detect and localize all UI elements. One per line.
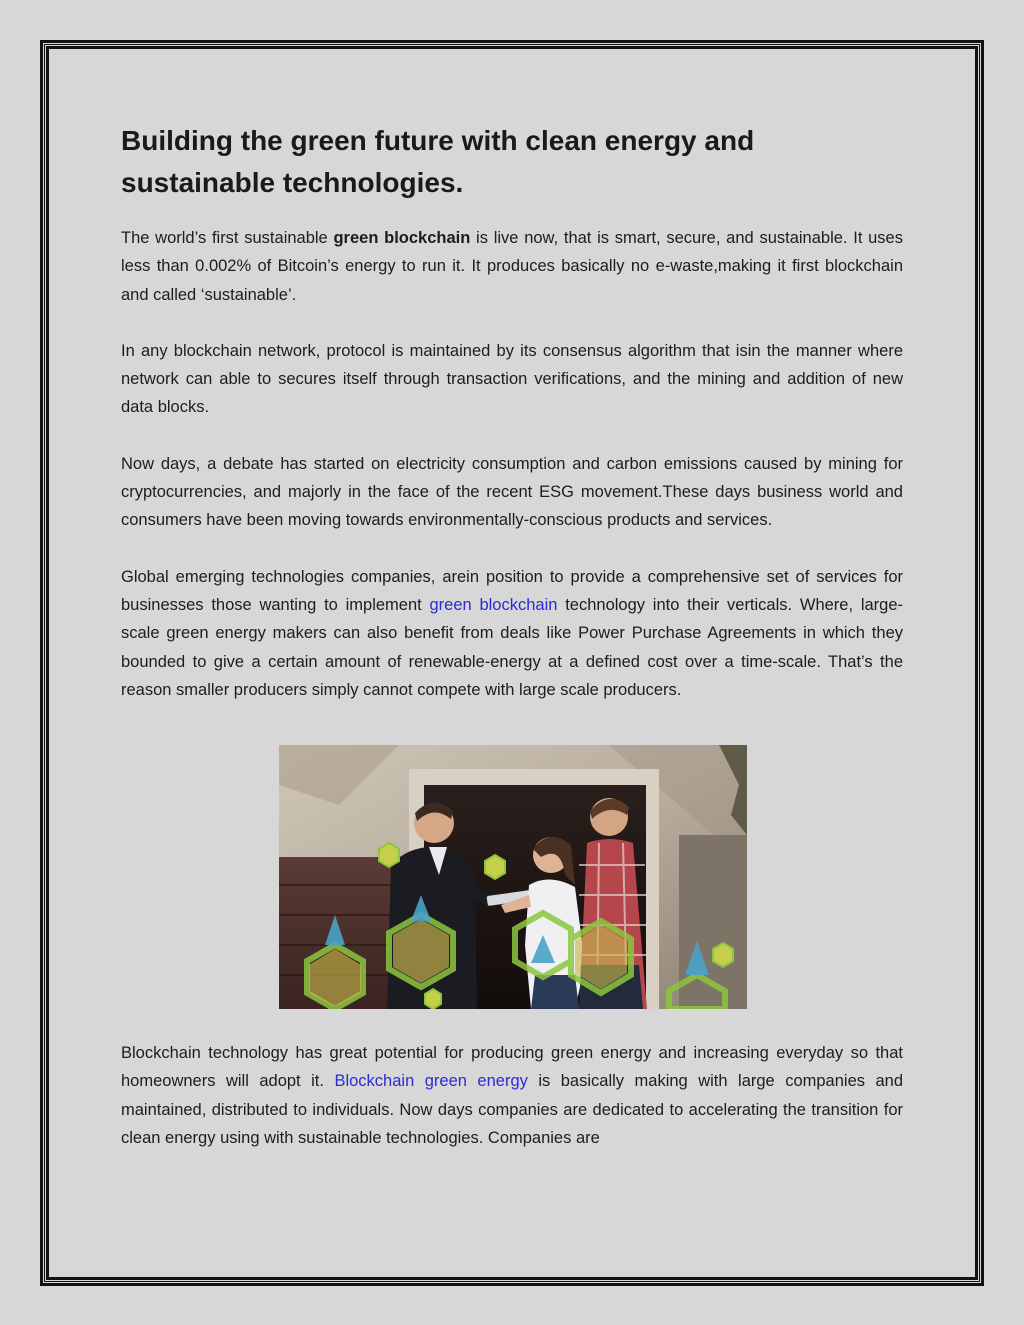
paragraph-debate: Now days, a debate has started on electricity consumption and carbon emissions caused by mining for cryptocurrencies, and majorly in the face of the recent ESG movement.These days business world and consumers have been moving towards environmentally-conscious products and services. xyxy=(121,454,903,530)
paragraph-global: Global emerging technologies companies, arein position to provide a comprehensive set of services for businesses those wanting to implement green blockchain technology into their verticals. Where, large-scale green energy makers can also benefit from deals like Power Purchase Agreements in which they bounded to give a certain amount of renewable-energy at a defined cost over a time-scale. That’s the reason smaller producers simply cannot compete with large scale producers. xyxy=(121,567,904,699)
bold-term: green blockchain xyxy=(333,229,471,247)
blockchain-green-energy-link[interactable]: Blockchain green energy xyxy=(334,1072,528,1091)
paragraph-intro: The world’s first sustainable green blockchain is live now, that is smart, secure, and sustainable. It uses less than 0.002% of Bitcoin’s energy to run it. It produces basically no e-waste,making it first blockchain and called ‘sustainable’. xyxy=(121,229,903,304)
document-title: Building the green future with clean energy and sustainable technologies. xyxy=(121,125,755,198)
paragraph-consensus: In any blockchain network, protocol is maintained by its consensus algorithm that isin the manner where network can able to secures itself through transaction verifications, and the mining and addition of new data blocks. xyxy=(121,341,903,417)
photo-people-handshake xyxy=(279,745,747,1009)
green-blockchain-link[interactable]: green blockchain xyxy=(429,595,558,614)
document-body xyxy=(121,120,903,1152)
paragraph-homeowners: Blockchain technology has great potential for producing green energy and increasing everyday so that homeowners will adopt it. Blockchain green energy is basically making with large companies and maintained, distributed to individuals. Now days companies are dedicated to accelerating the transition for clean energy using with sustainable technologies. Companies are xyxy=(121,1044,904,1148)
